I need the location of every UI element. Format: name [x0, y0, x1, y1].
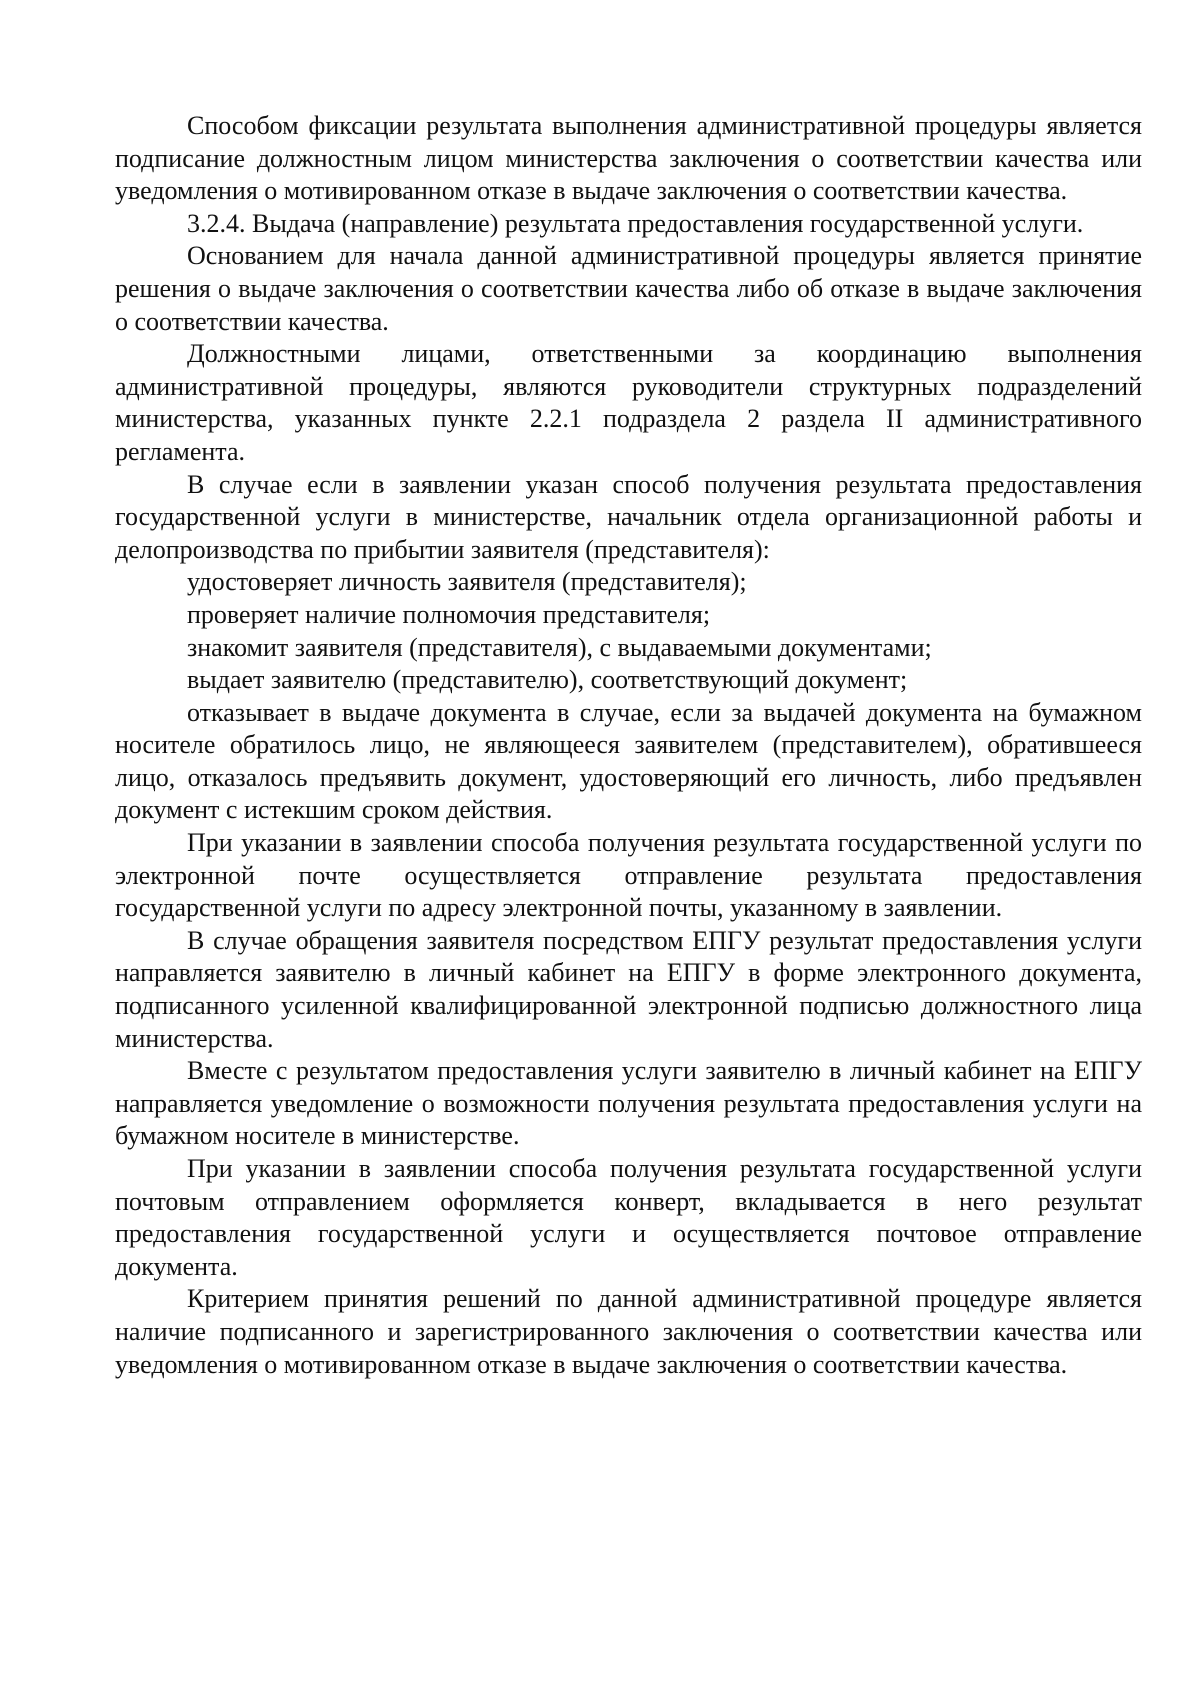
document-page	[115, 110, 1142, 1381]
paragraph: Критерием принятия решений по данной административной процедуре является наличие подписанного и зарегистрированного заключения о соответствии качества или уведомления о мотивированном отказе в выдаче заключения о соответствии качества.	[115, 1284, 1142, 1379]
paragraph: Должностными лицами, ответственными за координацию выполнения административной процедуры, являются руководители структурных подразделений министерства, указанных пункте 2.2.1 подраздела 2 раздела II административного регламента.	[115, 339, 1142, 466]
paragraph: При указании в заявлении способа получения результата государственной услуги почтовым отправлением оформляется конверт, вкладывается в него результат предоставления государственной услуги и осуществляется почтовое отправление документа.	[115, 1154, 1142, 1281]
paragraph: В случае обращения заявителя посредством ЕПГУ результат предоставления услуги направляется заявителю в личный кабинет на ЕПГУ в форме электронного документа, подписанного усиленной квалифицированной электронной подписью должностного лица министерства.	[115, 925, 1142, 1053]
list-item: проверяет наличие полномочия представителя;	[187, 599, 711, 629]
list-item: отказывает в выдаче документа в случае, если за выдачей документа на бумажном носителе обратилось лицо, не являющееся заявителем (представителем), обратившееся лицо, отказалось предъявить документ, удостоверяющий его личность, либо предъявлен документ с истекшим сроком действия.	[115, 697, 1142, 825]
list-item: знакомит заявителя (представителя), с выдаваемыми документами;	[187, 632, 932, 662]
paragraph-section-heading: 3.2.4. Выдача (направление) результата предоставления государственной услуги.	[187, 208, 1084, 238]
paragraph: Основанием для начала данной административной процедуры является принятие решения о выдаче заключения о соответствии качества либо об отказе в выдаче заключения о соответствии качества.	[115, 241, 1142, 336]
paragraph: В случае если в заявлении указан способ получения результата предоставления государственной услуги в министерстве, начальник отдела организационной работы и делопроизводства по прибытии заявителя (представителя):	[115, 469, 1142, 564]
paragraph: При указании в заявлении способа получения результата государственной услуги по электронной почте осуществляется отправление результата предоставления государственной услуги по адресу электронной почты, указанному в заявлении.	[115, 828, 1142, 923]
list-item: удостоверяет личность заявителя (представителя);	[187, 567, 747, 597]
paragraph: Способом фиксации результата выполнения административной процедуры является подписание должностным лицом министерства заключения о соответствии качества или уведомления о мотивированном отказе в выдаче заключения о соответствии качества.	[115, 111, 1142, 206]
paragraph: Вместе с результатом предоставления услуги заявителю в личный кабинет на ЕПГУ направляется уведомление о возможности получения результата предоставления услуги на бумажном носителе в министерстве.	[115, 1056, 1142, 1151]
list-item: выдает заявителю (представителю), соответствующий документ;	[187, 665, 908, 695]
